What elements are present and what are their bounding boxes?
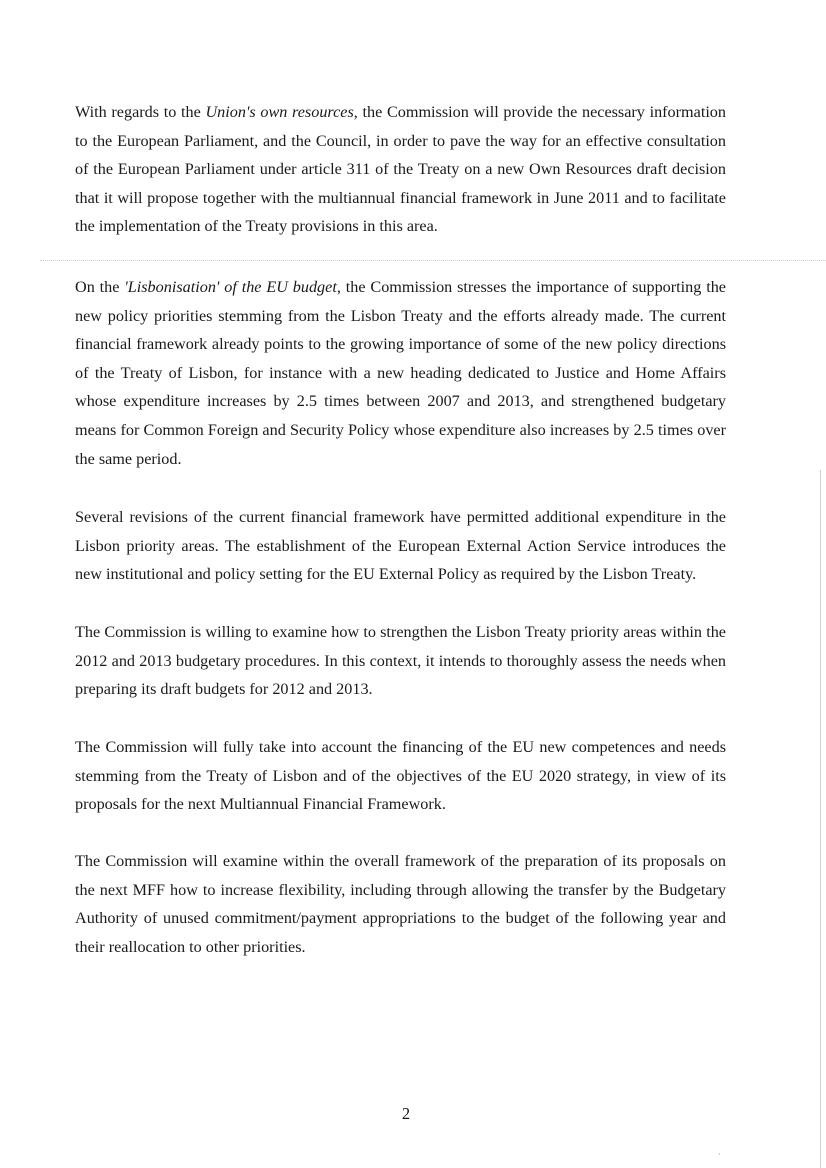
page-number: 2 (401, 1104, 411, 1123)
paragraph-lisbonisation (75, 273, 726, 473)
paragraph-flexibility: The Commission will examine within the overall framework of the preparation of its proposals on the next MFF how to increase flexibility, including through allowing the transfer by the Budgetary Authority of unused commitment/payment appropriations to the budget of the following year and their reallocation to other priorities. (75, 852, 726, 956)
paragraph-text: , the Commission will provide the necessary information to the European Parliament, and the Council, in order to pave the way for an effective consultation of the European Parliament under article 311 of the Treaty on a new Own Resources draft decision that it will propose together with the multiannual financial framework in June 2011 and to facilitate the implementation of the Treaty provisions in this area. (75, 103, 726, 236)
scan-artifact-line (40, 260, 826, 261)
scan-artifact-edge (820, 470, 821, 1168)
scan-speck: · (718, 1150, 721, 1160)
emphasis-term: 'Lisbonisation' of the EU budget (124, 278, 337, 296)
paragraph-text: With regards to the (75, 103, 206, 121)
paragraph-text: On the (75, 278, 125, 296)
paragraph-text: , the Commission stresses the importance of supporting the new policy priorities stemming from the Lisbon Treaty and the efforts already made. The current financial framework already points to the growing importance of some of the new policy directions of the Treaty of Lisbon, for instance with a new heading dedicated to Justice and Home Affairs whose expenditure increases by 2.5 times between 2007 and 2013, and strengthened budgetary means for Common Foreign and Security Policy whose expenditure also increases by 2.5 times over the same period. (75, 278, 726, 468)
paragraph-budgetary-procedures: The Commission is willing to examine how to strengthen the Lisbon Treaty priority areas within the 2012 and 2013 budgetary procedures. In this context, it intends to thoroughly assess the needs when preparing its draft budgets for 2012 and 2013. (75, 623, 726, 699)
paragraph-own-resources (75, 98, 726, 241)
paragraph-new-competences: The Commission will fully take into account the financing of the EU new competences and needs stemming from the Treaty of Lisbon and of the objectives of the EU 2020 strategy, in view of its proposals for the next Multiannual Financial Framework. (75, 738, 726, 814)
emphasis-term: Union's own resources (205, 103, 354, 121)
paragraph-revisions: Several revisions of the current financial framework have permitted additional expenditure in the Lisbon priority areas. The establishment of the European External Action Service introduces the new institutional and policy setting for the EU External Policy as required by the Lisbon Treaty. (75, 508, 726, 584)
